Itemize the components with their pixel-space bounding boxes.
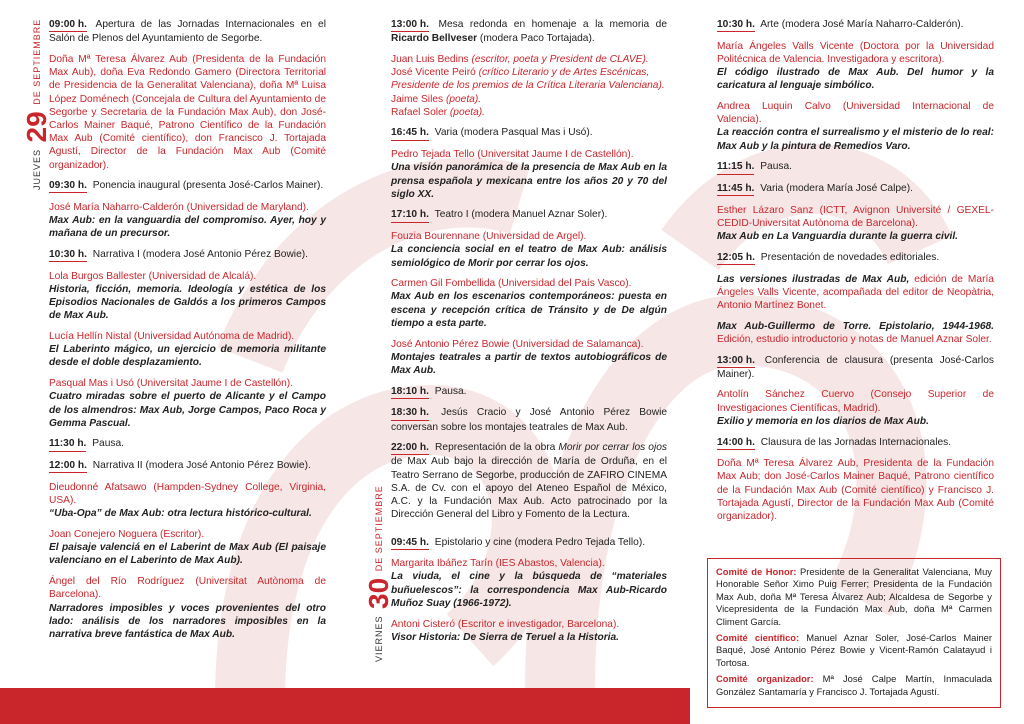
round-table-participants [391,53,667,119]
talk-title: La viuda, el cine y la búsqueda de “materiales buñuelescos”: la correspondencia Max Aub-Ricardo Muñoz Suay (1966-1972). [391,571,667,609]
talk-title: “Uba-Opa” de Max Aub: otra lectura histórico-cultural. [49,508,312,520]
participant-name: Juan Luis Bedins [391,53,469,65]
day2-month: DE SEPTIEMBRE [374,485,384,572]
talk-entry [49,201,326,241]
entry-text: Pausa. [92,438,124,450]
time-label: 17:10 h. [391,208,429,222]
talk-entry [717,204,994,244]
program-entry [717,251,994,265]
talk-title: Montajes teatrales a partir de textos autobiográficos de Max Aub. [391,351,667,376]
day2-weekday: VIERNES [374,615,384,662]
time-label: 10:30 h. [49,248,87,262]
talk-entry [391,557,667,610]
program-entry [717,436,994,450]
participant-name: Rafael Soler [391,106,448,118]
talk-entry [391,148,667,201]
talk-entry [717,100,994,153]
program-entry [49,248,326,262]
speaker: Carmen Gil Fombellida (Universidad del País Vasco). [391,278,632,290]
work-title: Morir por cerrar los ojos [558,442,667,454]
talk-entry [391,230,667,270]
time-label: 16:45 h. [391,126,429,140]
program-entry [717,182,994,196]
talk-entry [391,277,667,330]
participant [391,93,667,106]
book-entry [717,320,994,346]
talk-title: El código ilustrado de Max Aub. Del humor y la caricatura al lenguaje simbólico. [717,67,994,92]
entry-text: Clausura de las Jornadas Internacionales. [760,436,952,448]
time-label: 09:30 h. [49,179,87,193]
day1-month: DE SEPTIEMBRE [32,18,42,105]
talk-title: La conciencia social en el teatro de Max Aub: análisis semiológico de Morir por cerrar los ojos. [391,244,667,269]
talk-title: Exilio y memoria en los diarios de Max Aub. [717,415,929,427]
bottom-red-band [0,688,690,724]
participants-text: Doña Mª Teresa Álvarez Aub, Presidenta de la Fundación Max Aub; don José-Carlos Mainer Baqué, Patrono científico de la Fundación Max Aub (Comité científico) y Francisco J. Tortajada Agustí, Director de la Fundación Max Aub (Comité organizador). [717,458,994,523]
honor-committee [716,566,992,628]
entry-text: Representación de la obra [435,442,556,454]
talk-title: El paisaje valenciá en el Laberint de Max Aub (El paisaje valenciano en el Laberinto de Max Aub). [49,542,326,567]
talk-entry [49,575,326,641]
participant [391,106,667,119]
entry-text: Pausa. [760,161,792,173]
program-entry [391,441,667,521]
talk-entry [717,388,994,428]
entry-text: Pausa. [434,385,467,397]
scientific-committee-label: Comité científico: [716,632,800,644]
time-label: 13:00 h. [717,354,755,368]
entry-text-2: (modera Paco Tortajada). [479,33,595,45]
time-label: 18:10 h. [391,385,429,399]
program-entry [391,126,667,140]
time-label: 12:05 h. [717,251,755,265]
participant-name: Jaime Siles [391,93,444,105]
participant [391,66,667,92]
talk-title: El Laberinto mágico, un ejercicio de memoria militante desde el doble desplazamiento. [49,344,326,369]
column-1 [49,18,326,649]
entry-text: Ponencia inaugural (presenta José-Carlos Mainer). [92,180,324,192]
speaker: Antoni Cisteró (Escritor e investigador, Barcelona). [391,618,620,630]
time-label: 12:00 h. [49,459,87,473]
day1-weekday: JUEVES [32,148,42,190]
book-title: Las versiones ilustradas de Max Aub, [717,273,910,285]
speaker: Ángel del Río Rodríguez (Universitat Autònoma de Barcelona). [49,576,326,601]
speaker: Lola Burgos Ballester (Universidad de Alcalá). [49,270,257,282]
talk-entry [49,481,326,521]
book-entry [717,273,994,313]
time-label: 11:15 h. [717,160,754,174]
closing-participants [717,457,994,523]
speaker: Esther Lázaro Sanz (ICTT, Avignon Université / GEXEL-CEDID-Universitat Autònoma de Barcelona). [717,204,994,229]
entry-text: Epistolario y cine (modera Pedro Tejada Tello). [434,536,646,548]
entry-text: Varia (modera Pasqual Mas i Usó). [434,127,593,139]
talk-title: Max Aub en los escenarios contemporáneos: puesta en escena y recepción crítica de Tránsito y de De algún tiempo a esta parte. [391,291,667,329]
talk-entry [49,270,326,323]
talk-entry [391,338,667,378]
speaker: José María Naharro-Calderón (Universidad de Maryland). [49,201,309,213]
talk-title: Max Aub en La Vanguardia durante la guerra civil. [717,231,958,243]
speaker: José Antonio Pérez Bowie (Universidad de Salamanca). [391,338,644,350]
day2-number: 30 [363,577,394,609]
organizing-committee-label: Comité organizador: [716,673,814,685]
column-2 [391,18,667,651]
time-label: 11:45 h. [717,182,754,196]
organizing-committee [716,673,992,698]
honor-committee-label: Comité de Honor: [716,566,797,577]
talk-title: Narradores imposibles y voces provenientes del otro lado: análisis de los narradores imposibles en la narrativa breve fantástica de Max Aub. [49,602,326,640]
honor-committee-text: Presidente de la Generalitat Valenciana, Muy Honorable Señor Ximo Puig Ferrer; Presidenta de la Fundación Max Aub, doña Mª Teresa Álvarez Aub; Alcaldesa de Segorbe y Vicepresidenta de la Fundación Max Aub, doña Mª Carmen Climent García. [716,566,992,627]
talk-title: Visor Historia: De Sierra de Teruel a la Historia. [391,631,619,643]
program-entry [49,18,326,45]
talk-entry [717,40,994,93]
program-entry [391,208,667,222]
talk-entry [49,528,326,568]
participant [391,53,667,66]
program-entry [391,385,667,399]
time-label: 10:30 h. [717,18,755,32]
time-label: 09:00 h. [49,18,87,32]
book-details: Edición, estudio introductorio y notas de Manuel Aznar Soler. [717,333,992,345]
speaker: Lucía Hellín Nistal (Universidad Autónoma de Madrid). [49,331,295,343]
program-entry [391,406,667,433]
day1-number: 29 [21,111,52,143]
book-title: Max Aub-Guillermo de Torre. Epistolario, 1944-1968. [717,320,994,332]
talk-title: Max Aub: en la vanguardia del compromiso. Ayer, hoy y mañana de un precursor. [49,215,326,240]
participant-name: José Vicente Peiró [391,67,476,79]
talk-title: Historia, ficción, memoria. Ideología y estética de los Episodios Nacionales de Galdós a los primeros Campos de Max Aub. [49,283,326,322]
speaker: Pedro Tejada Tello (Universitat Jaume I de Castellón). [391,149,634,161]
entry-text: Apertura de las Jornadas Internacionales en el Salón de Plenos del Ayuntamiento de Segorbe. [49,19,326,45]
time-label: 13:00 h. [391,18,429,32]
time-label: 22:00 h. [391,441,429,455]
book-details: edición de María Ángeles Valls Vicente, acompañada del editor de Neopàtria, Antonio Martínez Bonet. [717,273,994,311]
talk-entry [391,618,667,644]
program-entry [49,179,326,193]
speaker: Fouzia Bourennane (Universidad de Argel). [391,231,587,243]
column-3 [717,18,994,531]
committee-box [707,558,1001,708]
honoree-name: Ricardo Bellveser [391,33,478,45]
participants-list [49,53,326,172]
entry-text: Conferencia de clausura (presenta José-Carlos Mainer). [717,354,994,380]
entry-text: Arte (modera José María Naharro-Calderón). [760,19,964,30]
scientific-committee [716,632,992,669]
participants-text: Doña Mª Teresa Álvarez Aub (Presidenta de la Fundación Max Aub), doña Eva Redondo Gamero (Directora Territorial de Presidencia de la Generalitat Valenciana), doña Mª Luisa López Doménech (Concejala de Cultura del Ayuntamiento de Segorbe y Secretaria de la Fundación Max Aub), don José-Carlos Mainer Baqué, Patrono Científico de la Fundación Max Aub (Comité científico), don Francisco J. Tortajada Agustí, Director de la Fundación Max Aub (Comité organizador). [49,53,326,171]
talk-entry [49,377,326,430]
entry-text: Jesús Cracio y José Antonio Pérez Bowie conversan sobre los montajes teatrales de Max Aub. [391,407,667,433]
participant-role: (poeta). [445,93,482,105]
talk-title: Una visión panorámica de la presencia de Max Aub en la prensa española y mexicana entre los años 20 y 70 del siglo XX. [391,162,667,200]
talk-title: Cuatro miradas sobre el puerto de Alicante y el Campo de los almendros: Max Aub, Jorge Campos, Paco Roca y Gemma Pascual. [49,391,326,429]
entry-text: Narrativa II (modera José Antonio Pérez Bowie). [92,460,311,472]
program-entry [391,536,667,550]
speaker: Andrea Luquin Calvo (Universidad Internacional de Valencia). [717,101,994,126]
speaker: Antolín Sánchez Cuervo (Consejo Superior de Investigaciones Científicas, Madrid). [717,389,994,414]
speaker: Margarita Ibáñez Tarín (IES Abastos, Valencia). [391,558,605,570]
entry-text: Presentación de novedades editoriales. [760,251,940,263]
program-entry [391,18,667,45]
program-entry [717,354,994,381]
speaker: Pasqual Mas i Usó (Universitat Jaume I de Castellón). [49,378,294,390]
entry-text-2: de Max Aub bajo la dirección de María de Orduña, en el Teatro Serrano de Segorbe, producción de ZAFIRO CINEMA S.A. de Cv. con el apoyo del Ateneo Español de México, A.C. y la Fundación Max Aub. Acto patrocinado por la Dirección General del Libro y Fomento de la Lectura. [391,456,667,521]
entry-text: Varia (modera María José Calpe). [760,183,913,195]
talk-title: La reacción contra el surrealismo y el misterio de lo real: Max Aub y la pintura de Remedios Varo. [717,127,994,152]
entry-text: Narrativa I (modera José Antonio Pérez Bowie). [92,249,308,261]
scientific-committee-text: Manuel Aznar Soler, José-Carlos Mainer Baqué, José Antonio Pérez Bowie y Vicent-Ramón Calatayud i Tortosa. [716,632,993,668]
participant-role: (escritor, poeta y President de CLAVE). [471,53,649,65]
speaker: Joan Conejero Noguera (Escritor). [49,529,205,540]
time-label: 14:00 h. [717,436,755,450]
program-entry [49,437,326,451]
time-label: 09:45 h. [391,536,429,550]
time-label: 18:30 h. [391,406,429,420]
entry-text: Mesa redonda en homenaje a la memoria de [438,19,667,30]
entry-text: Teatro I (modera Manuel Aznar Soler). [434,209,608,221]
participant-role: (crítico Literario y de Artes Escénicas, Presidente de los premios de la Crítica Literaria Valenciana). [391,67,665,92]
speaker: María Ángeles Valls Vicente (Doctora por la Universidad Politécnica de Valencia. Investigadora y escritora). [717,40,994,65]
program-entry [49,459,326,473]
organizing-committee-text: Mª José Calpe Martín, Inmaculada González Santamaría y Francisco J. Tortajada Agustí. [716,673,993,697]
talk-entry [49,330,326,370]
participant-role: (poeta). [449,106,486,118]
time-label: 11:30 h. [49,437,86,451]
program-entry [717,18,994,32]
program-entry [717,160,994,174]
speaker: Dieudonné Afatsawo (Hampden-Sydney College, Virginia, USA). [49,481,326,507]
